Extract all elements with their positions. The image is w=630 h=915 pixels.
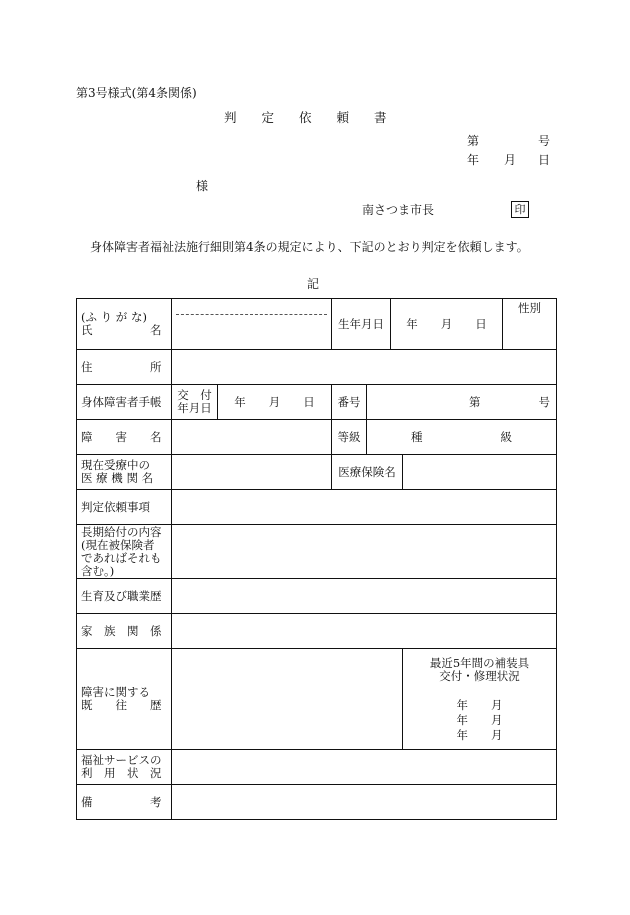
long-term-label-line3: であればそれも [81, 550, 162, 565]
history-label-line2: 既 往 歴 [81, 698, 162, 712]
equipment-label-line1: 最近5年間の補装具 [429, 656, 530, 670]
disability-row [77, 420, 557, 455]
address-row [77, 350, 557, 385]
remarks-row [77, 785, 557, 820]
date-year: 年 [467, 153, 480, 167]
handbook-number-label: 番号 [332, 385, 367, 420]
history-label-line1: 障害に関する [81, 685, 150, 699]
document-number-dai: 第 [467, 134, 480, 148]
remarks-input[interactable] [172, 785, 557, 820]
welfare-label-line2: 利 用 状 況 [81, 766, 162, 780]
career-label: 生育及び職業歴 [77, 579, 172, 614]
institution-label-cell [77, 455, 172, 490]
birth-label: 生年月日 [332, 299, 391, 350]
remarks-label: 備 考 [77, 785, 172, 820]
issue-label-line1: 交 付 [177, 388, 212, 402]
equipment-date-2: 年 月 [456, 713, 503, 727]
institution-label-line1: 現在受療中の [81, 458, 150, 472]
family-input[interactable] [172, 614, 557, 649]
institution-input[interactable] [172, 455, 332, 490]
intro-text: 身体障害者福祉法施行細則第4条の規定により、下記のとおり判定を依頼します。 [90, 240, 529, 254]
date-day: 日 [538, 153, 551, 167]
name-label-cell [77, 299, 172, 350]
form-number: 第3号様式(第4条関係) [76, 86, 197, 100]
welfare-label-cell [77, 750, 172, 785]
history-label-cell [77, 649, 172, 750]
institution-label-line2: 医 療 機 関 名 [81, 471, 154, 485]
request-items-label: 判定依頼事項 [77, 490, 172, 525]
long-term-label-line2: (現在被保険者 [81, 537, 155, 552]
long-term-label-line1: 長期給付の内容 [81, 524, 162, 539]
long-term-label-line4: 含む。) [81, 563, 115, 578]
furigana-dashed-line [176, 314, 327, 315]
ki-heading: 記 [307, 277, 320, 291]
long-term-row [77, 525, 557, 579]
addressee-sama: 様 [196, 179, 209, 193]
insurance-input[interactable] [403, 455, 557, 490]
history-input[interactable] [172, 649, 403, 750]
address-label: 住 所 [77, 350, 172, 385]
document-title: 判 定 依 頼 書 [224, 110, 387, 125]
address-input-cell[interactable] [172, 350, 557, 385]
issue-date-value[interactable]: 年 月 日 [218, 385, 332, 420]
institution-row [77, 455, 557, 490]
seal-stamp: 印 [511, 201, 529, 218]
long-term-input[interactable] [172, 525, 557, 579]
issue-date-label-cell [172, 385, 218, 420]
issue-label-line2: 年月日 [177, 401, 212, 415]
name-label: 氏 名 [81, 323, 162, 337]
date-month: 月 [504, 153, 517, 167]
handbook-number-dai: 第 [469, 394, 481, 409]
long-term-label-cell [77, 525, 172, 579]
equipment-date-1: 年 月 [456, 698, 503, 712]
grade-kyu: 級 [500, 429, 512, 444]
handbook-label: 身体障害者手帳 [77, 385, 172, 420]
family-label: 家 族 関 係 [77, 614, 172, 649]
request-form-table [76, 298, 557, 820]
career-input[interactable] [172, 579, 557, 614]
equipment-cell[interactable] [403, 649, 557, 750]
name-row [77, 299, 557, 350]
name-input-cell[interactable] [172, 299, 332, 350]
document-number-go: 号 [538, 134, 551, 148]
welfare-row [77, 750, 557, 785]
gender-label[interactable]: 性別 [503, 299, 557, 350]
handbook-row [77, 385, 557, 420]
equipment-date-3: 年 月 [456, 728, 503, 742]
request-items-row [77, 490, 557, 525]
birth-value[interactable]: 年 月 日 [391, 299, 503, 350]
furigana-label: (ふ り が な) [81, 310, 147, 324]
issuer: 南さつま市長 [362, 203, 435, 217]
grade-shu: 種 [411, 429, 423, 444]
disability-name-label: 障 害 名 [77, 420, 172, 455]
welfare-label-line1: 福祉サービスの [81, 753, 162, 767]
history-row [77, 649, 557, 750]
grade-label: 等級 [332, 420, 367, 455]
handbook-number-go: 号 [538, 394, 550, 409]
disability-name-input[interactable] [172, 420, 332, 455]
family-row [77, 614, 557, 649]
grade-value[interactable] [367, 420, 557, 455]
handbook-number-value[interactable] [367, 385, 557, 420]
career-row [77, 579, 557, 614]
welfare-input[interactable] [172, 750, 557, 785]
equipment-label-line2: 交付・修理状況 [439, 669, 520, 683]
request-items-input[interactable] [172, 490, 557, 525]
insurance-label: 医療保険名 [332, 455, 403, 490]
